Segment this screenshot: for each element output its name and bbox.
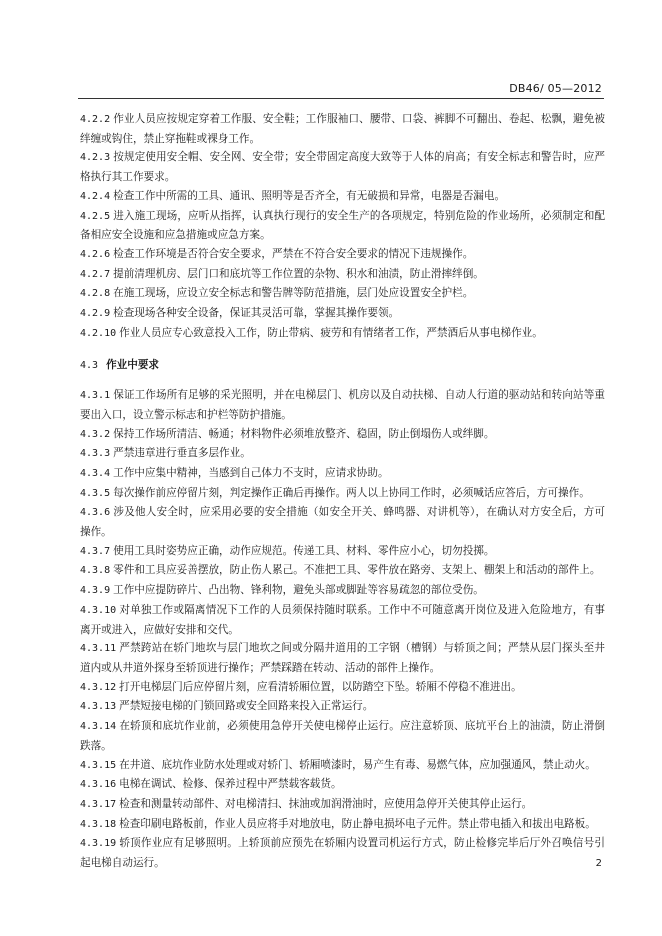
clause-number: 4.3.11 <box>80 643 117 655</box>
clause-paragraph <box>80 639 605 677</box>
clause-text: 工作中应提防碎片、凸出物、锋利物，避免头部或脚趾等容易疏忽的部位受伤。 <box>113 584 484 597</box>
clause-number: 4.3.15 <box>80 759 117 771</box>
clause-text: 对单独工作或隔离情况下工作的人员须保持随时联系。工作中不可随意离开岗位及进入危险地方，有事离开或进入，应做好安排和交代。 <box>80 603 605 636</box>
clause-paragraph <box>80 245 605 265</box>
clause-number: 4.2.10 <box>80 327 117 339</box>
clause-number: 4.2.8 <box>80 288 111 300</box>
section-title: 作业中要求 <box>106 359 160 372</box>
header-rule <box>78 98 604 99</box>
clause-number: 4.3.4 <box>80 467 111 479</box>
clause-number: 4.3.7 <box>80 545 111 557</box>
clause-text: 提前清理机房、层门口和底坑等工作位置的杂物、积水和油渍，防止滑摔绊倒。 <box>113 267 484 280</box>
clause-text: 检查和测量转动部件、对电梯清扫、抹油或加润滑油时，应使用急停开关使其停止运行。 <box>119 797 533 810</box>
clause-paragraph <box>80 148 605 186</box>
clause-number: 4.2.3 <box>80 152 111 164</box>
clause-number: 4.3.17 <box>80 798 117 810</box>
requirements-list-4-2 <box>80 110 605 343</box>
clause-paragraph <box>80 815 605 835</box>
clause-text: 保证工作场所有足够的采光照明，并在电梯层门、机房以及自动扶梯、自动人行道的驱动站和转向站等重要出入口，设立警示标志和护栏等防护措施。 <box>80 389 605 421</box>
clause-paragraph <box>80 775 605 795</box>
clause-number: 4.2.9 <box>80 308 111 320</box>
clause-text: 保持工作场所清洁、畅通；材料物件必须堆放整齐、稳固，防止倒塌伤人或绊脚。 <box>113 427 495 440</box>
clause-number: 4.3.6 <box>80 507 111 519</box>
requirements-list-4-3 <box>80 386 605 873</box>
clause-paragraph <box>80 756 605 776</box>
clause-paragraph <box>80 207 605 245</box>
clause-number: 4.3.8 <box>80 565 111 577</box>
clause-number: 4.2.6 <box>80 248 111 260</box>
clause-text: 严禁短接电梯的门锁回路或安全回路来投入正常运行。 <box>119 700 374 713</box>
clause-text: 作业人员应专心致意投入工作，防止带病、疲劳和有情绪者工作，严禁酒后从事电梯作业。 <box>119 326 543 339</box>
clause-paragraph <box>80 284 605 304</box>
clause-number: 4.3.5 <box>80 487 111 499</box>
page-number: 2 <box>595 858 602 869</box>
clause-paragraph <box>80 581 605 601</box>
clause-paragraph <box>80 444 605 464</box>
clause-text: 电梯在调试、检修、保养过程中严禁载客载货。 <box>119 778 342 791</box>
section-number: 4.3 <box>80 360 99 372</box>
clause-paragraph <box>80 464 605 484</box>
clause-number: 4.3.13 <box>80 701 117 713</box>
clause-paragraph <box>80 484 605 504</box>
clause-text: 检查现场各种安全设备，保证其灵活可靠，掌握其操作要领。 <box>113 307 400 320</box>
clause-text: 零件和工具应妥善摆放，防止伤人累己。不准把工具、零件放在路旁、支架上、棚架上和活动的部件上。 <box>113 564 601 577</box>
clause-number: 4.3.1 <box>80 390 111 402</box>
clause-paragraph <box>80 542 605 562</box>
clause-paragraph <box>80 503 605 541</box>
clause-paragraph <box>80 601 605 639</box>
clause-paragraph <box>80 386 605 424</box>
section-heading <box>80 356 605 376</box>
clause-number: 4.3.14 <box>80 721 117 733</box>
clause-text: 在施工现场，应设立安全标志和警告牌等防范措施，层门处应设置安全护栏。 <box>113 287 474 300</box>
clause-paragraph <box>80 697 605 717</box>
clause-number: 4.3.12 <box>80 681 117 693</box>
clause-paragraph <box>80 265 605 285</box>
clause-text: 在轿顶和底坑作业前，必须使用急停开关使电梯停止运行。应注意轿顶、底坑平台上的油渍，防止滑倒跌落。 <box>80 720 605 752</box>
clause-text: 在井道、底坑作业防水处理或对轿门、轿厢喷漆时，易产生有毒、易燃气体，应加强通风，禁止动火。 <box>119 758 596 771</box>
clause-paragraph <box>80 834 605 872</box>
clause-number: 4.3.2 <box>80 428 111 440</box>
standard-code: DB46/ 05—2012 <box>509 82 602 95</box>
clause-text: 进入施工现场，应听从指挥，认真执行现行的安全生产的各项规定，特别危险的作业场所，必须制定和配备相应安全设施和应急措施或应急方案。 <box>80 209 605 242</box>
clause-number: 4.3.19 <box>80 838 117 850</box>
clause-number: 4.2.4 <box>80 190 111 202</box>
clause-paragraph <box>80 110 605 148</box>
clause-text: 检查工作环境是否符合安全要求，严禁在不符合安全要求的情况下违规操作。 <box>113 247 474 260</box>
clause-paragraph <box>80 561 605 581</box>
clause-text: 严禁违章进行垂直多层作业。 <box>113 447 251 460</box>
clause-paragraph <box>80 304 605 324</box>
clause-number: 4.3.10 <box>80 604 117 616</box>
clause-number: 4.3.16 <box>80 779 117 791</box>
clause-text: 检查工作中所需的工具、通讯、照明等是否齐全，有无破损和异常，电器是否漏电。 <box>113 189 506 202</box>
clause-text: 作业人员应按规定穿着工作服、安全鞋；工作服袖口、腰带、口袋、裤脚不可翻出、卷起、松飘，避免被绊缠或钩住，禁止穿拖鞋或裸身工作。 <box>80 113 605 145</box>
clause-number: 4.2.7 <box>80 268 111 280</box>
clause-number: 4.2.2 <box>80 114 111 125</box>
clause-paragraph <box>80 187 605 207</box>
clause-text: 轿顶作业应有足够照明。上轿顶前应预先在轿厢内设置司机运行方式，防止检修完毕后厅外召唤信号引起电梯自动运行。 <box>80 837 605 870</box>
clause-number: 4.3.3 <box>80 448 111 460</box>
clause-text: 每次操作前应停留片刻，判定操作正确后再操作。两人以上协同工作时，必须喊话应答后，方可操作。 <box>113 486 590 499</box>
clause-text: 打开电梯层门后应停留片刻，应看清轿厢位置，以防踏空下坠。轿厢不停稳不准进出。 <box>119 680 522 693</box>
clause-paragraph <box>80 425 605 445</box>
clause-paragraph <box>80 324 605 344</box>
clause-text: 严禁跨站在轿门地坎与层门地坎之间或分隔井道用的工字钢（槽钢）与轿顶之间；严禁从层门探头至井道内或从井道外探身至轿顶进行操作；严禁踩踏在转动、活动的部件上操作。 <box>80 642 605 674</box>
clause-number: 4.3.9 <box>80 585 111 597</box>
clause-paragraph <box>80 795 605 815</box>
clause-number: 4.2.5 <box>80 210 111 222</box>
clause-text: 使用工具时姿势应正确，动作应规范。传递工具、材料、零件应小心，切勿投掷。 <box>113 544 495 557</box>
clause-text: 检查印刷电路板前，作业人员应将手对地放电，防止静电损坏电子元件。禁止带电插入和拔出电路板。 <box>119 817 596 830</box>
document-body <box>80 110 605 873</box>
clause-number: 4.3.18 <box>80 818 117 830</box>
clause-text: 按规定使用安全帽、安全网、安全带；安全带固定高度大致等于人体的肩高；有安全标志和警告时，应严格执行其工作要求。 <box>80 151 605 184</box>
clause-paragraph <box>80 717 605 755</box>
clause-paragraph <box>80 678 605 698</box>
clause-text: 涉及他人安全时，应采用必要的安全措施（如安全开关、蜂鸣器、对讲机等），在确认对方安全后，方可操作。 <box>80 506 605 539</box>
clause-text: 工作中应集中精神，当感到自己体力不支时，应请求协助。 <box>113 466 389 479</box>
